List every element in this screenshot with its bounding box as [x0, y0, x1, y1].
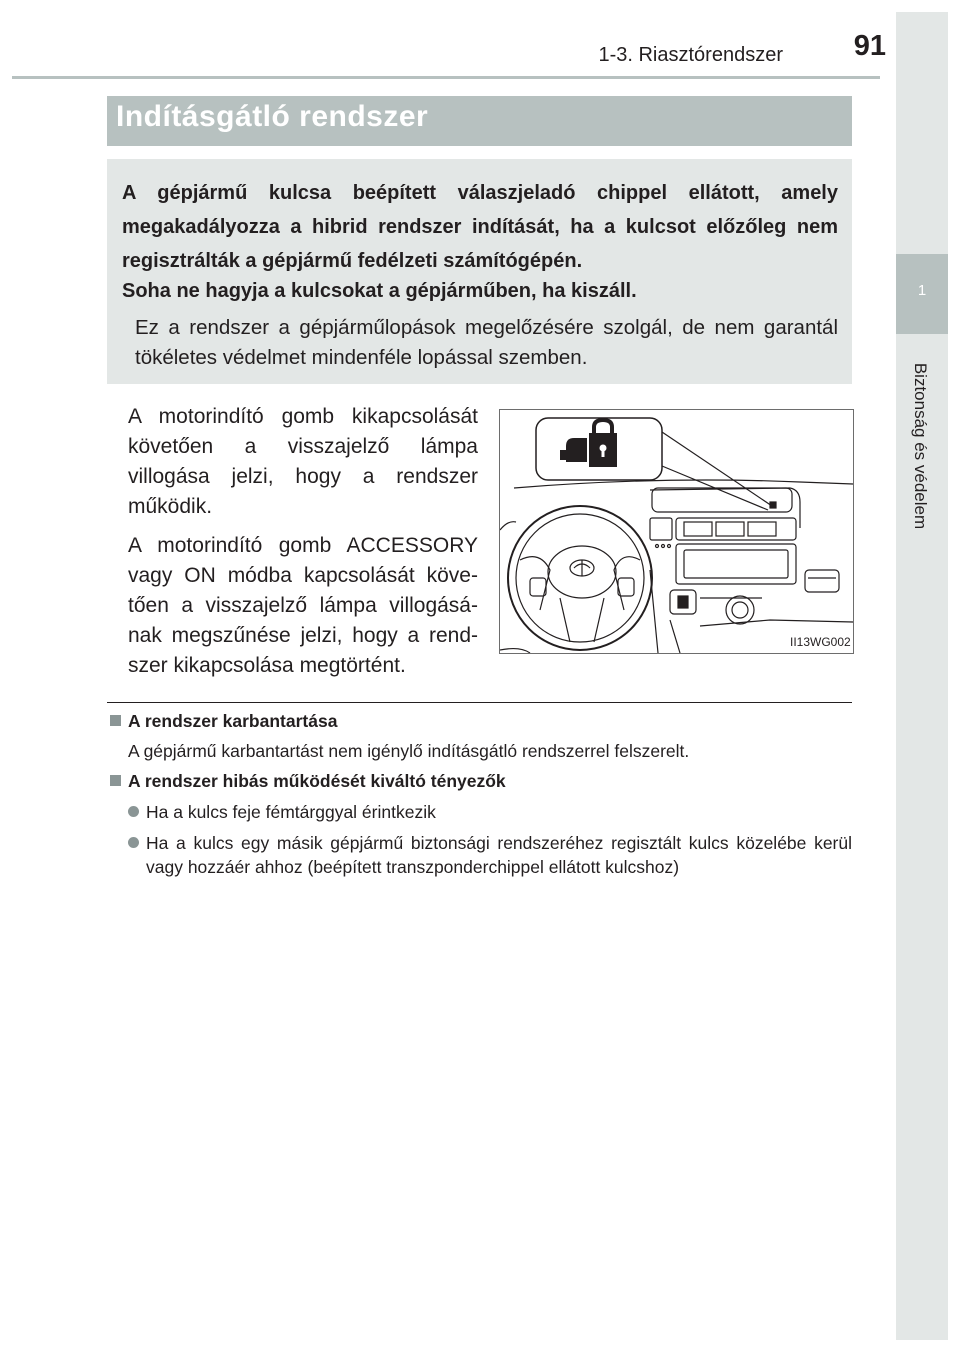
figure-code: II13WG002 [790, 635, 851, 649]
list-item: Ha a kulcs egy másik gépjármű biztonsági rendszeréhez regisztált kulcs közelébe kerül vagy hozzáér ahhoz (beépített transzponderchippel ellátott kulcshoz) [128, 831, 852, 879]
intro-note: Ez a rendszer a gépjárműlopások megelőzésére szolgál, de nem garantál tökéletes védelmet mindenféle lopással szemben. [135, 316, 838, 369]
body-paragraph-1: A motorindító gomb kikapcsolását követően a visszajelző lámpa villogása jelzi, hogy a rendszer működik. [128, 405, 478, 518]
page-title: Indításgátló rendszer [116, 100, 429, 133]
intro-bold-text: A gépjármű kulcsa beépített válaszjeladó chippel ellátott, amely megakadályozza a hibrid rendszer indítását, ha a kulcsot előzőleg nem regisztrálták a gépjármű fedélzeti számítógépén. [122, 182, 838, 272]
note-heading-malfunction: A rendszer hibás működését kiváltó tényezők [110, 771, 506, 792]
header-rule [12, 76, 880, 79]
intro-warning: Soha ne hagyja a kulcsokat a gépjárműben, ha kiszáll. [122, 280, 637, 302]
square-bullet-icon [110, 775, 121, 786]
dashboard-illustration [499, 409, 854, 654]
chapter-number: 1 [917, 282, 927, 299]
square-bullet-icon [110, 715, 121, 726]
note-heading-maintenance: A rendszer karbantartása [110, 711, 337, 732]
note-text-maintenance: A gépjármű karbantartást nem igénylő indításgátló rendszerrel felszerelt. [128, 741, 690, 761]
round-bullet-icon [128, 837, 139, 848]
round-bullet-icon [128, 806, 139, 817]
list-item: Ha a kulcs feje fémtárggyal érintkezik [128, 800, 852, 824]
side-tab [896, 12, 948, 1340]
section-label: 1-3. Riasztórendszer [598, 44, 783, 66]
chapter-title: Biztonság és védelem [911, 362, 930, 530]
body-paragraph-2: A motorindító gomb ACCESSORY vagy ON módba kapcsolását követően a visszajelző lámpa villogásának megszűnése jelzi, hogy a rendszer kikapcsolása megtörtént. [128, 534, 478, 677]
page-number: 91 [853, 30, 886, 62]
divider [107, 702, 852, 703]
